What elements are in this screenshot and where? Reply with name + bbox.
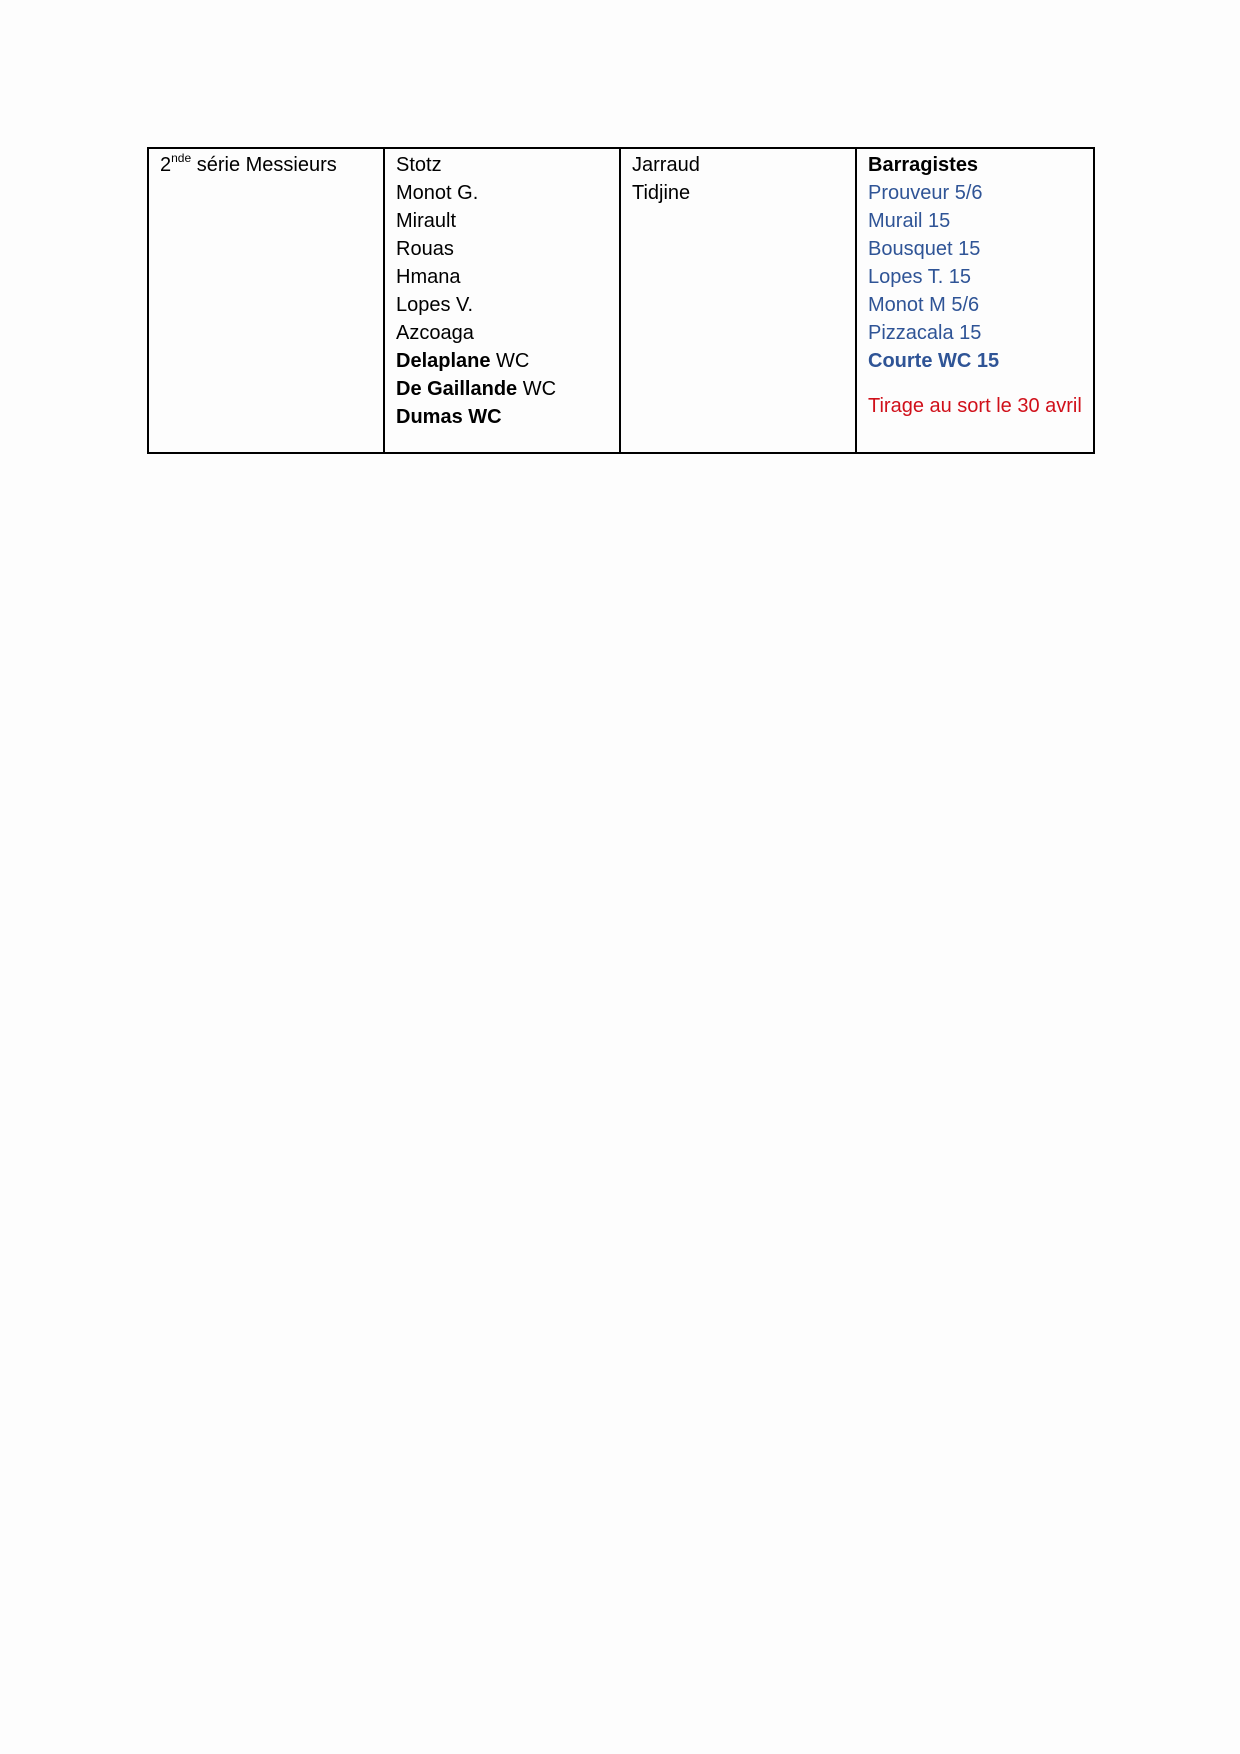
barragistes-cell (856, 148, 1094, 453)
list-item: Mirault (396, 210, 457, 232)
draw-date-note: Tirage au sort le 30 avril (868, 395, 1082, 417)
list-item: Jarraud (632, 154, 700, 176)
barragistes-heading: Barragistes (868, 154, 979, 176)
category-cell (148, 148, 384, 453)
list-item: Bousquet 15 (868, 238, 981, 260)
list-item: Murail 15 (868, 210, 951, 232)
category-superscript: nde (171, 151, 192, 165)
spacer (868, 375, 1083, 392)
list-item: Lopes T. 15 (868, 266, 972, 288)
list-item: Dumas WC (396, 406, 502, 428)
draw-table (147, 147, 1095, 454)
list-item: Pizzacala 15 (868, 322, 982, 344)
list-item: Azcoaga (396, 322, 474, 344)
other-players-cell (620, 148, 856, 453)
list-item: Monot G. (396, 182, 479, 204)
list-item: Stotz (396, 154, 442, 176)
list-item: Lopes V. (396, 294, 474, 316)
list-item: Prouveur 5/6 (868, 182, 983, 204)
list-item: Monot M 5/6 (868, 294, 980, 316)
table-row (148, 148, 1094, 453)
list-item: Delaplane WC (396, 350, 530, 372)
list-item: Tidjine (632, 182, 691, 204)
list-item: Rouas (396, 238, 454, 260)
category-label: 2nde série Messieurs (160, 151, 337, 176)
list-item: Courte WC 15 (868, 350, 1000, 372)
list-item: De Gaillande WC (396, 378, 557, 400)
list-item: Hmana (396, 266, 461, 288)
qualified-players-cell (384, 148, 620, 453)
